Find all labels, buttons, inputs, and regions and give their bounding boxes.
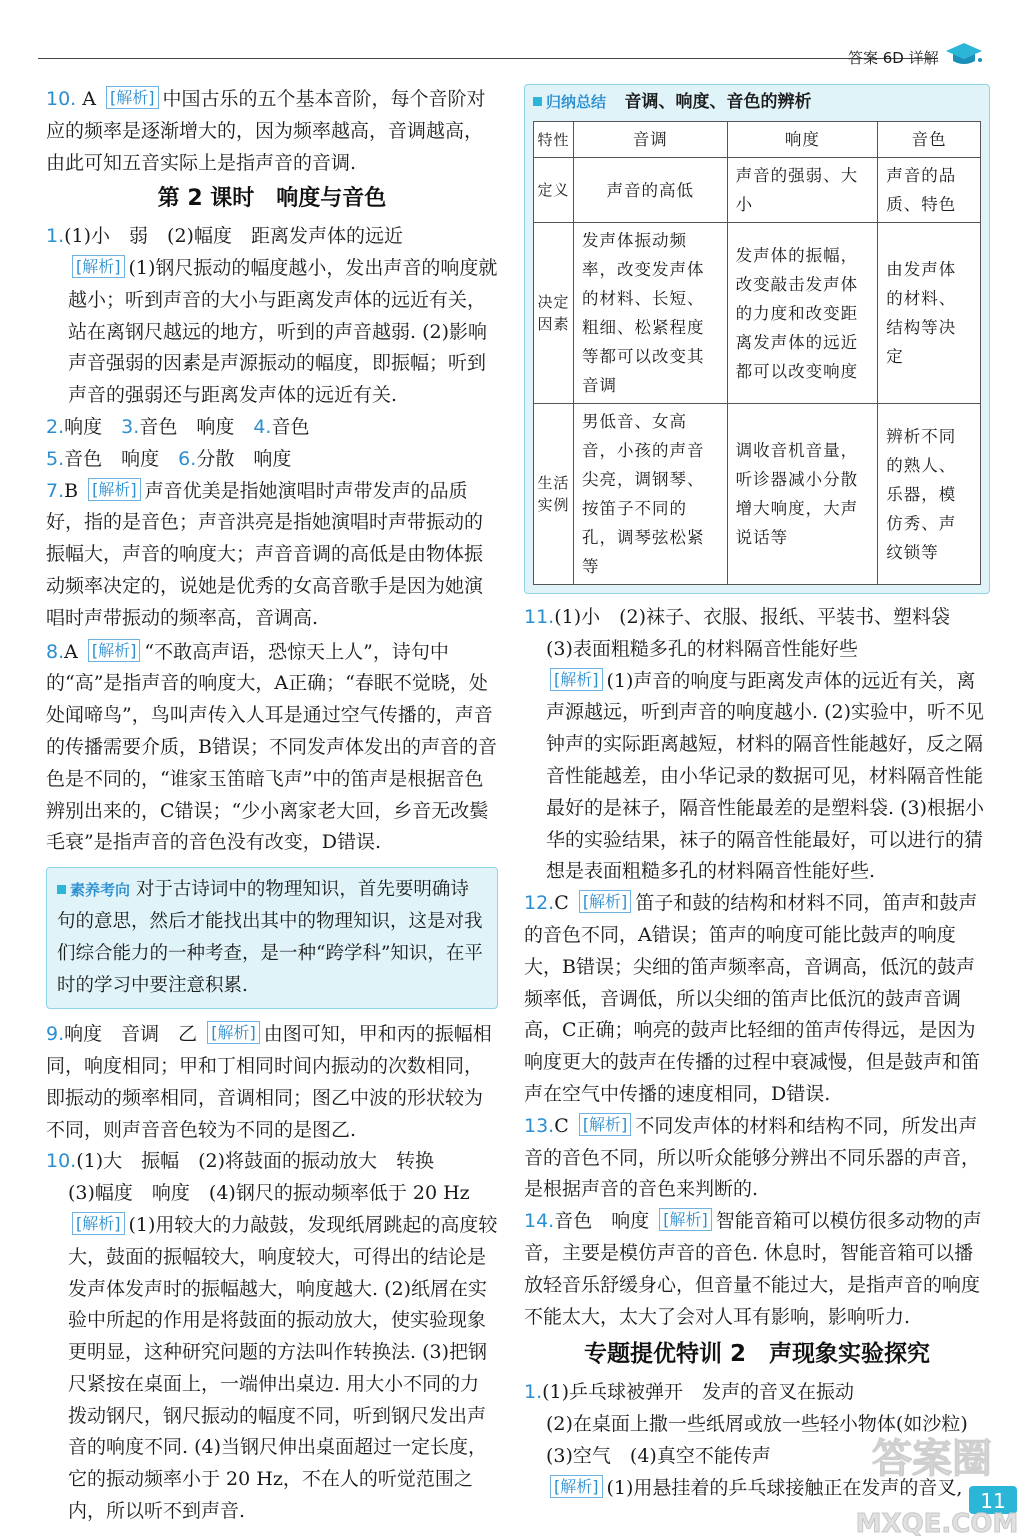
header-rule xyxy=(38,58,938,59)
table-cell: 声音的强弱、大小 xyxy=(727,158,878,223)
graduation-cap-icon xyxy=(944,40,984,68)
table-header-cell: 音调 xyxy=(574,122,728,158)
table-row xyxy=(534,158,981,223)
header-label: 答案 6D 详解 xyxy=(848,49,939,67)
table-cell: 定义 xyxy=(534,158,574,223)
left-column xyxy=(46,84,498,1528)
table-cell: 发声体的振幅，改变敲击发声体的力度和改变距离发声体的远近都可以改变响度 xyxy=(727,223,878,404)
q11-answer: 11.(1)小 (2)袜子、衣服、报纸、平装书、塑料袋 xyxy=(524,606,951,628)
square-icon xyxy=(57,885,66,894)
square-icon xyxy=(533,97,542,106)
table-row xyxy=(534,223,981,404)
literacy-box: 素养考向 对于古诗词中的物理知识，首先要明确诗句的意思，然后才能找出其中的物理知识，这是对我们综合能力的一种考查，是一种“跨学科”知识，在平时的学习中要注意积累. xyxy=(46,867,498,1009)
q11-answer-2: (3)表面粗糙多孔的材料隔音性能好些 xyxy=(546,637,858,660)
table-header-cell: 特性 xyxy=(534,122,574,158)
q11-analysis: [解析] (1)声音的响度与距离发声体的远近有关，离声源越远，听到声音的响度越小. (2)实验中，听不见钟声的实际距离越短，材料的隔音性能越好，反之隔音性能越差，由小华记录的数据可见，材料隔音性能最好的是袜子，隔音性能最差的是塑料袋. (3)根据小华的实验结果，袜子的隔音性能最好，可以进行的猜想是表面粗糙多孔的材料隔音性能好些. xyxy=(546,669,984,883)
q2-4: 2.响度 3.音色 响度 4.音色 xyxy=(46,415,310,438)
table-cell: 由发声体的材料、结构等决定 xyxy=(878,223,981,404)
q1-answer: 1.(1)小 弱 (2)幅度 距离发声体的远近 xyxy=(46,225,403,248)
q10-answer-2: (3)幅度 响度 (4)钢尺的振动频率低于 20 Hz xyxy=(68,1182,470,1205)
q12: 12.C [解析] 笛子和鼓的结构和材料不同，笛声和鼓声的音色不同，A错误；笛声的响度可能比鼓声的响度大，B错误；尖细的笛声频率高，音调高，低沉的鼓声频率低，音调低，所以尖细的笛声比低沉的鼓声音调高，C正确；响亮的鼓声比轻细的笛声传得远，是因为响度更大的鼓声在传播的过程中衰减慢，但是鼓声和笛声在空气中传播的速度相同，D错误. xyxy=(524,892,981,1105)
summary-box: 归纳总结 音调、响度、音色的辨析 特性 音调 响度 音色 定义 声音的高低 声音的强弱、大小 声音的品质、特色 决定因素 发声体振动频率，改变发声体的材料、长短、粗细、松紧程度等都可以改变其音调 发声体的振幅，改变敲击发声体的力度和改变距离发声体的远近都可以改变响度 由发声体的材料、结构等决定 生活实例 男低音、女高音，小孩的声音尖亮，调钢琴、按笛子不同的孔，调琴弦松紧等 调收音机音量，听诊器减小分散增大响度，大声说话等 辨析不同的熟人、乐器，模仿秀、声纹锁等 xyxy=(524,84,990,594)
page-number: 11 xyxy=(980,1489,1006,1513)
table-cell: 发声体振动频率，改变发声体的材料、长短、粗细、松紧程度等都可以改变其音调 xyxy=(574,223,728,404)
right-column xyxy=(524,84,990,1504)
table-row xyxy=(534,404,981,585)
q10a: 10. A [解析] 中国古乐的五个基本音阶，每个音阶对应的频率是逐渐增大的，因为频率越高，音调越高，由此可知五音实际上是指声音的音调. xyxy=(46,88,486,174)
table-cell: 声音的品质、特色 xyxy=(878,158,981,223)
q1-analysis: [解析] (1)钢尺振动的幅度越小，发出声音的响度就越小；听到声音的大小与距离发声体的远近有关，站在离钢尺越远的地方，听到的声音越弱. (2)影响声音强弱的因素是声源振动的幅度，即振幅；听到声音的强弱还与距离发声体的远近有关. xyxy=(68,256,498,407)
table-cell: 辨析不同的熟人、乐器，模仿秀、声纹锁等 xyxy=(878,404,981,585)
q9: 9.响度 音调 乙 [解析] 由图可知，甲和丙的振幅相同，响度相同；甲和丁相同时间内振动的次数相同，即振动的频率相同，音调相同；图乙中波的形状较为不同，则声音音色较为不同的是图乙. xyxy=(46,1023,492,1141)
table-cell: 声音的高低 xyxy=(574,158,728,223)
p1-answer-2: (2)在桌面上撒一些纸屑或放一些轻小物体(如沙粒) (3)空气 (4)真空不能传声 xyxy=(546,1412,987,1467)
table-cell: 决定因素 xyxy=(534,223,574,404)
p1-answer: 1.(1)乒乓球被弹开 发声的音叉在振动 xyxy=(524,1381,855,1404)
table-header-cell: 响度 xyxy=(727,122,878,158)
q13: 13.C [解析] 不同发声体的材料和结构不同，所发出声音的音色不同，所以听众能够分辨出不同乐器的声音，是根据声音的音色来判断的. xyxy=(524,1114,981,1201)
section-title: 第 2 课时 响度与音色 xyxy=(157,186,387,212)
svg-text:答案圈: 答案圈 xyxy=(872,1436,992,1482)
summary-table xyxy=(533,121,981,585)
watermark-logo xyxy=(847,1420,1027,1536)
q10-answer: 10.(1)大 振幅 (2)将鼓面的振动放大 转换 xyxy=(46,1150,435,1173)
q5-6: 5.音色 响度 6.分散 响度 xyxy=(46,447,292,470)
q10-analysis: [解析] (1)用较大的力敲鼓，发现纸屑跳起的高度较大，鼓面的振幅较大，响度较大，可得出的结论是发声体发声时的振幅越大，响度越大. (2)纸屑在实验中所起的作用是将鼓面的振动放大，使实验现象更明显，这种研究问题的方法叫作转换法. (3)把钢尺紧按在桌面上，一端伸出桌边. 用大小不同的力拨动钢尺，钢尺振动的幅度不同，听到钢尺发出声音的响度不同. (4)当钢尺伸出桌面超过一定长度，它的振动频率小于 20 Hz，不在人的听觉范围之内，所以听不到声音. xyxy=(68,1213,498,1523)
svg-text:MXQE.COM: MXQE.COM xyxy=(855,1509,1019,1536)
q7: 7.B [解析] 声音优美是指她演唱时声带发声的品质好，指的是音色；声音洪亮是指她演唱时声带振动的振幅大，声音的响度大；声音音调的高低是由物体振动频率决定的，说她是优秀的女高音歌手是因为她演唱时声带振动的频率高，音调高. xyxy=(46,479,484,629)
table-header-cell: 音色 xyxy=(878,122,981,158)
table-cell: 生活实例 xyxy=(534,404,574,585)
analysis-tag: [解析] xyxy=(106,86,159,109)
table-header-row xyxy=(534,122,981,158)
p1-analysis: [解析] (1)用悬挂着的乒乓球接触正在发声的音叉, xyxy=(524,1473,990,1505)
q14: 14.音色 响度 [解析] 智能音箱可以模仿很多动物的声音，主要是模仿声音的音色. 休息时，智能音箱可以播放轻音乐舒缓身心，但音量不能过大，是指声音的响度不能太大，太大了会对人耳有影响，影响听力. xyxy=(524,1210,982,1328)
q8: 8.A [解析] “不敢高声语，恐惊天上人”，诗句中的“高”是指声音的响度大，A正确；“春眠不觉晓，处处闻啼鸟”，鸟叫声传入人耳是通过空气传播的，声音的传播需要介质，B错误；不同发声体发出的声音的音色是不同的，“谁家玉笛暗飞声”中的笛声是根据音色辨别出来的，C错误；“少小离家老大回，乡音无改鬓毛衰”是指声音的音色没有改变，D错误. xyxy=(46,640,497,854)
table-cell: 调收音机音量，听诊器减小分散增大响度，大声说话等 xyxy=(727,404,878,585)
table-cell: 男低音、女高音，小孩的声音尖亮，调钢琴、按笛子不同的孔，调琴弦松紧等 xyxy=(574,404,728,585)
section-title-2: 专题提优特训 2 声现象实验探究 xyxy=(583,1341,930,1368)
